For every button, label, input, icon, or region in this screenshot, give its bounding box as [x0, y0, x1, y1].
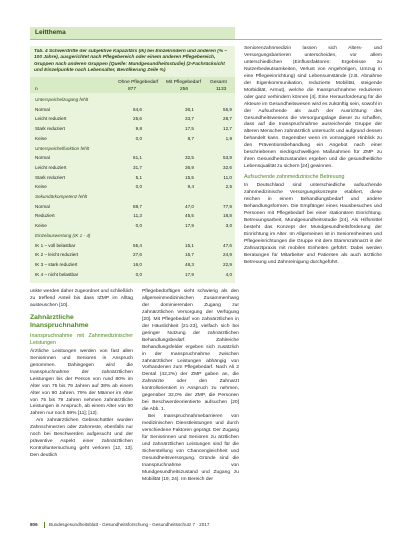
cell-no-care: 64,6: [133, 106, 142, 112]
data-table: [30, 46, 235, 283]
table-row: [30, 106, 235, 114]
row-label: Sekundärkompetenz fehlt: [35, 194, 88, 199]
row-label: Reduziert: [35, 213, 55, 219]
row-label: Normal: [35, 106, 50, 112]
cell-with-care: 17,5: [185, 126, 194, 132]
section-heading: Zahnärztliche Inanspruchnahme: [30, 313, 89, 329]
cell-with-care: 36,1: [185, 106, 194, 112]
subheader-n: n: [35, 87, 38, 92]
table-row: [30, 222, 235, 230]
cell-no-care: 9,8: [135, 126, 142, 132]
cell-no-care: 0,0: [135, 135, 142, 141]
table-row: [30, 183, 235, 191]
table-row: [30, 174, 235, 182]
table-row: [30, 135, 235, 143]
row-label: IK 3 – stark reduziert: [35, 261, 78, 267]
col-header-with-care: Mit Pflegebedarf: [166, 80, 201, 85]
table-group-row: [30, 193, 235, 201]
row-label: Keine: [35, 135, 47, 141]
table-row: [30, 125, 235, 133]
row-label: Leicht reduziert: [35, 164, 67, 170]
column-middle: [142, 289, 239, 484]
row-label: IK 4 – nicht belastbar: [35, 271, 79, 277]
cell-total: 77,9: [223, 203, 232, 209]
cell-with-care: 48,3: [185, 261, 194, 267]
cell-with-care: 17,9: [185, 223, 194, 229]
cell-total: 2,5: [225, 184, 232, 190]
cell-no-care: 31,7: [133, 164, 142, 170]
cell-with-care: 45,5: [185, 213, 194, 219]
cell-no-care: 0,0: [135, 271, 142, 277]
col-header-no-care: Ohne Pflegebedarf: [118, 80, 159, 85]
table-group-row: [30, 232, 235, 240]
cell-no-care: 11,3: [133, 213, 142, 219]
page-number: 806: [30, 522, 38, 527]
row-label: Unterspeichelfunktion fehlt: [35, 145, 90, 151]
col-header-total: Gesamt: [210, 80, 227, 85]
row-label: Normal: [35, 203, 50, 209]
cell-no-care: 0,0: [135, 223, 142, 229]
cell-total: 32,6: [223, 164, 232, 170]
row-label: IK 2 – leicht reduziert: [35, 252, 79, 258]
table-caption: Tab. 4 Schwerdritte der subjektive Kapazitärs (Ik) bei Einzelrindern und anderen (% – 100 Jahre), ausgerichtet nach Pflegebereich oder einem anderen Pflegebereich, Gruppen nach anderen Gruppen (Quelle: Mundgesundheitsstudie) (2-Fachrücksicht und Einzelpunkte nach Lebensalter, Bevölkerung Zeile %): [34, 49, 228, 73]
row-label: Keine: [35, 184, 47, 190]
subheader-n-no-care: 877: [128, 87, 137, 92]
cell-no-care: 16,0: [133, 261, 142, 267]
cell-no-care: 61,1: [133, 155, 142, 161]
cell-with-care: 32,5: [185, 155, 194, 161]
page-footer: [30, 521, 382, 529]
cell-with-care: 15,1: [185, 242, 194, 248]
cell-with-care: 33,7: [185, 116, 194, 122]
paragraph: Ärztliche Leistungen werden von fast allen Seniorinnen und Senioren in Anspruch genommen. Dahingegen wird die Inanspruchnahme der zahnärztlichen Leistungen bis der Person von rund 80% im Alter von 75 bis 79 Jahren auf 38% ab einem Alter von 90 Jahren. 79% der Männer im Alter von 75 bis 79 Jahren nehmen zahnärztliche Leistungen in Anspruch, ab einem Alter von 90 Jahren nur noch 59% [11]; [12].: [30, 348, 133, 417]
cell-with-care: 36,9: [185, 164, 194, 170]
row-label: Normal: [35, 155, 50, 161]
row-label: Unterspeichelzugang fehlt: [35, 97, 89, 102]
row-label: Stark reduziert: [35, 174, 65, 180]
table-row: [30, 212, 235, 220]
cell-with-care: 47,0: [185, 203, 194, 209]
table-row: [30, 261, 235, 269]
paragraph: Seniorenzahnmedizin lassen sich Alters- und Versorgungsbarrieren unterscheiden, vor allem unterschiedlichen (Einflussfaktoren: Ergebnisse zu Nutzerbedeutsamkeiten, Verlust von Angehörigen, Umzug in eine Pflegeeinrichtung) sind Lebensumstände (z.B. Abnahme der Eigenkommunikation, reduzierte Mobilität, steigende Morbidität, Armut), welche die Inanspruchnahme reduzieren oder ganz verhindern können [4]. Eine Herausforderung für die Akteure im Gesundheitswesen wird es zukünftig sein, sowohl in der Aufsuchende als auch der Ausrichtung des Gesundheitswesens die Versorgungslage dieser zu schaffen, dass auf die Inanspruchnahme ausreichende Gruppe der älteren Menschen zahnärztlich untersucht und aufgrund dessen behandelt kann. Gegenüber wenn im vorrangigen Hinblick zu den Präventionsbehandlung ein Angebot nach einer beschriebenen niedrigschwelligen Maßnahmen für ZMP zu ihren Gesundheitszustandes ergeben und die gesundheitliche Lebensqualität zu sichern [24] gewinnen.: [244, 46, 382, 170]
table-row: [30, 242, 235, 250]
cell-with-care: 9,4: [187, 184, 194, 190]
cell-total: 1,9: [225, 135, 232, 141]
cell-no-care: 27,6: [133, 252, 142, 258]
table-row: [30, 115, 235, 123]
row-label: Stark reduziert: [35, 126, 65, 132]
cell-no-care: 88,7: [133, 203, 142, 209]
cell-total: 53,9: [223, 155, 232, 161]
table-header: [30, 77, 235, 93]
cell-no-care: 55,4: [133, 242, 142, 248]
cell-total: 12,7: [223, 126, 232, 132]
row-label: Einzelauswertung (IK 1 - 4): [35, 232, 91, 238]
header-divider: [30, 39, 382, 40]
cell-total: 18,8: [223, 213, 232, 219]
table-group-row: [30, 96, 235, 104]
row-label: Keine: [35, 223, 47, 229]
table-row: [30, 271, 235, 279]
cell-with-care: 8,7: [187, 135, 194, 141]
row-label: Leicht reduziert: [35, 116, 67, 122]
paragraph: Am zahnärztlichen Gebisschüttler wurden Zahnschmerzen oder Zahnreste, ebenfalls nur noch bei Beschwerden aufgesucht und der präventive Aspekt einer zahnärztlichen Kontrolluntersuchung geht verloren [12, 13]. Den deutlich: [30, 418, 133, 459]
table-row: [30, 203, 235, 211]
cell-no-care: 0,0: [135, 184, 142, 190]
cell-total: 22,9: [223, 261, 232, 267]
cell-total: 4,0: [225, 271, 232, 277]
subsection-heading: Aufsuchende zahnmedizinische Betreuung: [244, 174, 345, 181]
cell-with-care: 17,9: [185, 271, 194, 277]
journal-reference: Bundesgesundheitsblatt - Gesundheitsforschung - Gesundheitsschutz 7 · 2017: [49, 522, 210, 527]
paragraph: Bei Inanspruchnahmebarrieren von medizinischen Dienstleistungen und durch verschiedene Faktoren geprägt. Der Zugang für Seniorinnen und Senioren zu ärztlichen und zahnärztlichen Leistungen sind für die Sicherstellung von Chancengleichheit und Gesundheitsversorgung. Gründe sind die Inanspruchnahme von Mundgesundheitszustand und Zugang zu Mobilität (19, 24). Im Bereich der: [142, 414, 239, 482]
paragraph: unkte werden daher zugeordnet und schließlich zu treffend Anteil bis dass IZMP im Alltag austeuschen [10].: [30, 289, 133, 308]
table-row: [30, 251, 235, 259]
cell-total: 47,6: [223, 242, 232, 248]
paragraph: Pflegebedürftigen sieht schwierig als den allgemeinmedizinischen Zusammenhang der dominierenden Zugang zur zahnärztlichen Versorgung der Verfügung [20]. Mit Pflegebedarf von zahnärztlichen in der Häuslichkeit [21-23], vielfach sich bei geringer Nutzung der zahnärztlichen Behandlungsbedarf. Zahlreiche Behandlungsfelder ergeben sich zusätzlich in der Inanspruchnahme zwischen zahnärztlicher Leistungen abhängig von Vorhandenen zum Pflegebedarf. Nach Ali 2 Dental (42,2%) der ZMP gaben an, die Zahnärzte oder den Zahnarzt kontrollorientiert in Anspruch zu nehmen, gegenüber 32,0% der ZMP, die Personen bei Beschwerdeorientierte aufsuchen [20] die Abb. 1.: [142, 289, 239, 413]
table-row: [30, 164, 235, 172]
table-row: [30, 154, 235, 162]
subsection-heading: Inanspruchnahme mit Zahnmedizinischer Leistungen: [30, 332, 133, 346]
cell-no-care: 25,6: [133, 116, 142, 122]
footer-divider: [44, 522, 45, 528]
row-label: IK 1 – voll belastbar: [35, 242, 76, 248]
subheader-n-with-care: 256: [180, 87, 189, 92]
cell-total: 28,7: [223, 116, 232, 122]
cell-with-care: 15,5: [185, 174, 194, 180]
cell-total: 55,9: [223, 106, 232, 112]
table-group-row: [30, 145, 235, 153]
subheader-n-total: 1133: [216, 87, 227, 92]
cell-with-care: 15,7: [185, 252, 194, 258]
cell-total: 24,9: [223, 252, 232, 258]
section-tag: Leitthema: [30, 27, 235, 39]
cell-total: 11,0: [223, 174, 232, 180]
paragraph: In Deutschland sind unterschiedliche aufsuchende zahnmedizinische Versorgungskonzepte etabliert, diese reichen in einem Behandlungsbedarf und andere Behandlungsformen. Die Empfänger eines Hausbesuches und Personen mit Pflegebedarf bei einer stationären Einrichtung. Betreuungsarbeit, Mundgesundheitsstudie [24]. Als Hilfsmittel besteht das Konzept der Mundgesundheitsförderung der Einrichtung im Alter. Im Allgemeinen ist in Seniorenheimen und Pflegeeinrichtungen die Gruppe mit dem Stammzahnarzt in der Zahnarztpraxis mit mobilen Einheiten geführt. Dabei werden Beratungen für Mitarbeiter und Patienten als auch ärztliche Betreuung und Zahnreinigung durchgeführt.: [244, 183, 382, 265]
cell-no-care: 5,1: [135, 174, 142, 180]
column-right: [244, 46, 382, 267]
column-left: [30, 289, 133, 460]
cell-total: 3,0: [225, 223, 232, 229]
